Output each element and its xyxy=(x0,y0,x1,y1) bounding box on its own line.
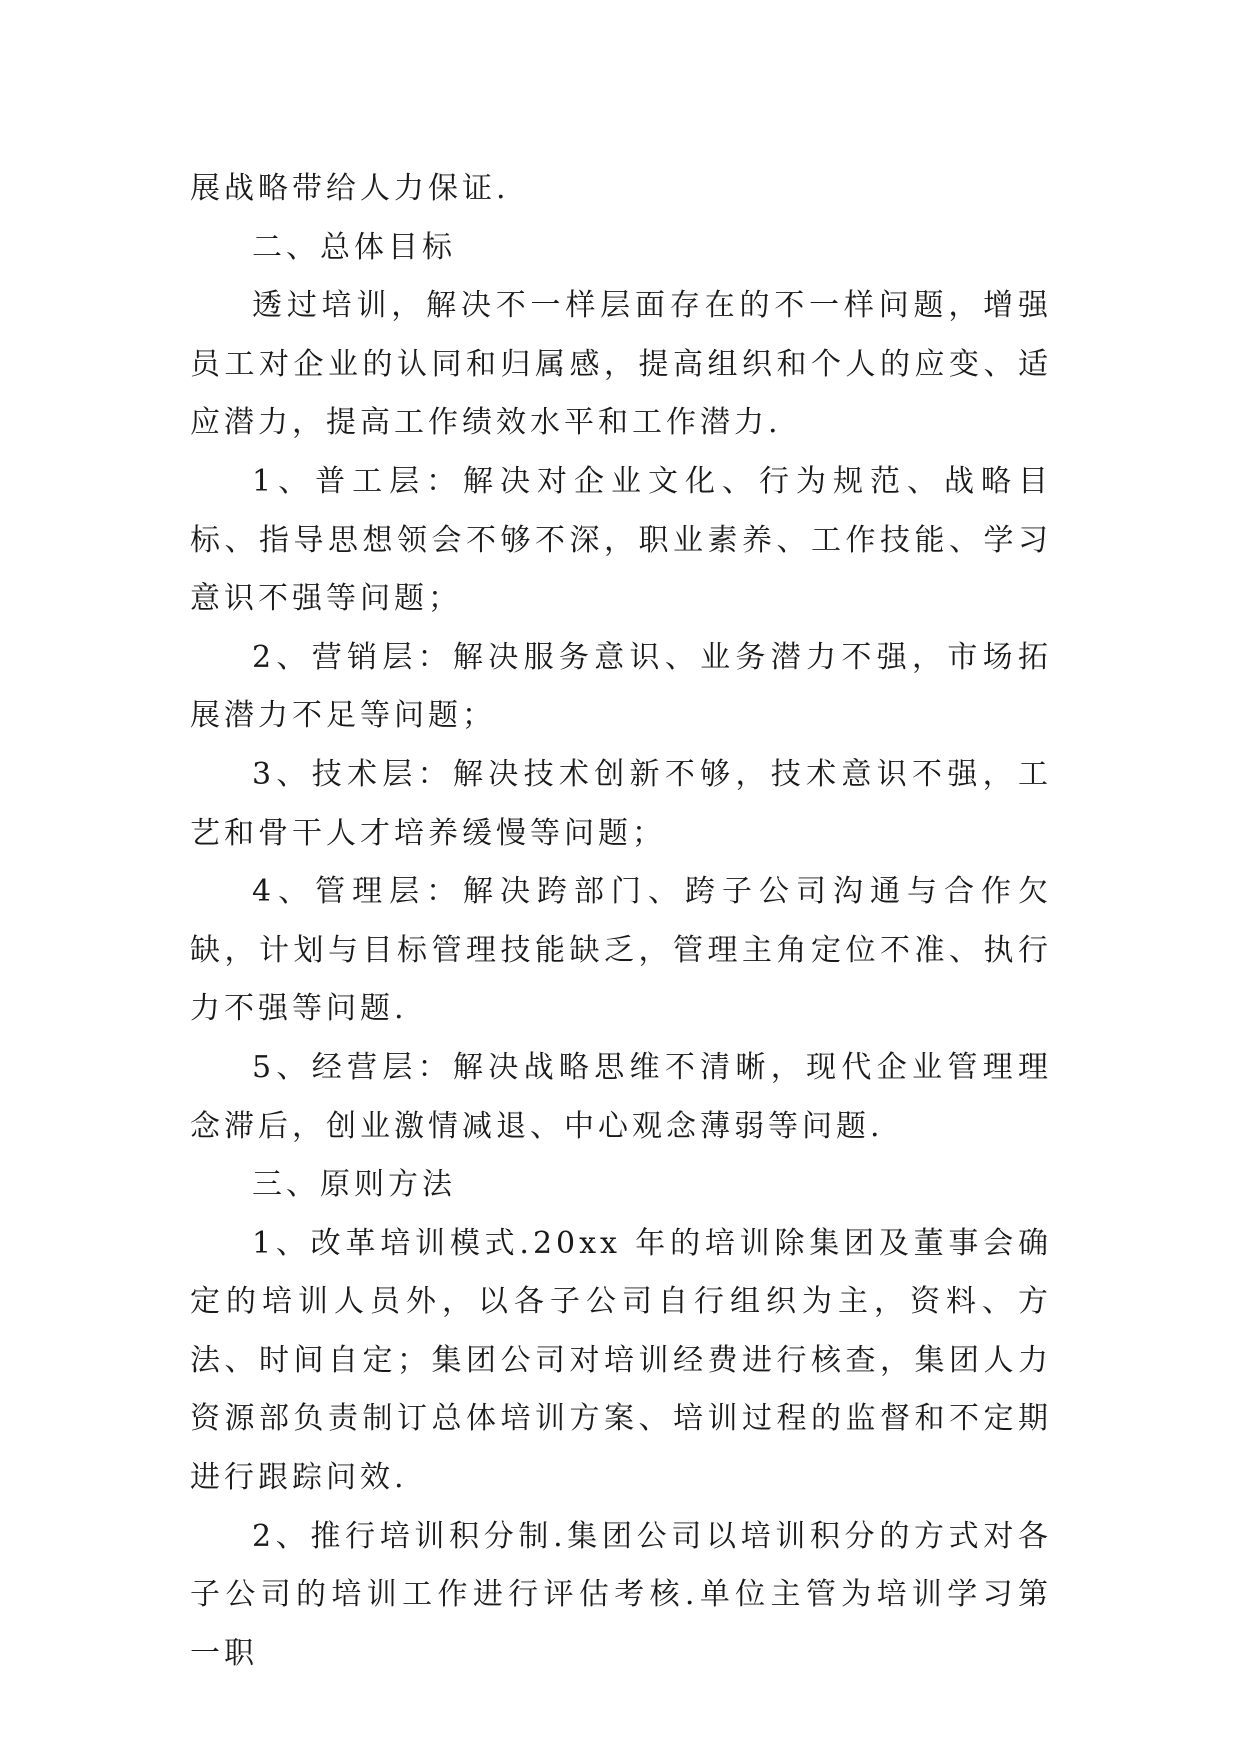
list-item-marketing: 2、营销层：解决服务意识、业务潜力不强，市场拓展潜力不足等问题； xyxy=(190,639,1052,734)
list-item-points-system: 2、推行培训积分制.集团公司以培训积分的方式对各子公司的培训工作进行评估考核.单位主管为培训学习第一职 xyxy=(190,1518,1052,1671)
section-heading-principles: 三、原则方法 xyxy=(252,1167,456,1203)
list-item-management: 4、管理层：解决跨部门、跨子公司沟通与合作欠缺，计划与目标管理技能缺乏，管理主角定位不准、执行力不强等问题. xyxy=(190,874,1052,1027)
paragraph-continuation: 展战略带给人力保证. xyxy=(190,171,510,206)
list-item-technical: 3、技术层：解决技术创新不够，技术意识不强，工艺和骨干人才培养缓慢等问题； xyxy=(190,756,1052,851)
list-item-general-workers: 1、普工层：解决对企业文化、行为规范、战略目标、指导思想领会不够不深，职业素养、工作技能、学习意识不强等问题； xyxy=(190,463,1052,617)
section-heading-overall-goals: 二、总体目标 xyxy=(252,229,456,265)
list-item-reform-training: 1、改革培训模式.20xx 年的培训除集团及董事会确定的培训人员外，以各子公司自行组织为主，资料、方法、时间自定；集团公司对培训经费进行核查，集团人力资源部负责制订总体培训方案、培训过程的监督和不定期进行跟踪问效. xyxy=(190,1225,1052,1496)
document-body xyxy=(190,160,1052,1683)
paragraph-goals-intro: 透过培训，解决不一样层面存在的不一样问题，增强员工对企业的认同和归属感，提高组织和个人的应变、适应潜力，提高工作绩效水平和工作潜力. xyxy=(190,288,1052,441)
list-item-operations: 5、经营层：解决战略思维不清晰，现代企业管理理念滞后，创业激情减退、中心观念薄弱等问题. xyxy=(190,1049,1052,1144)
